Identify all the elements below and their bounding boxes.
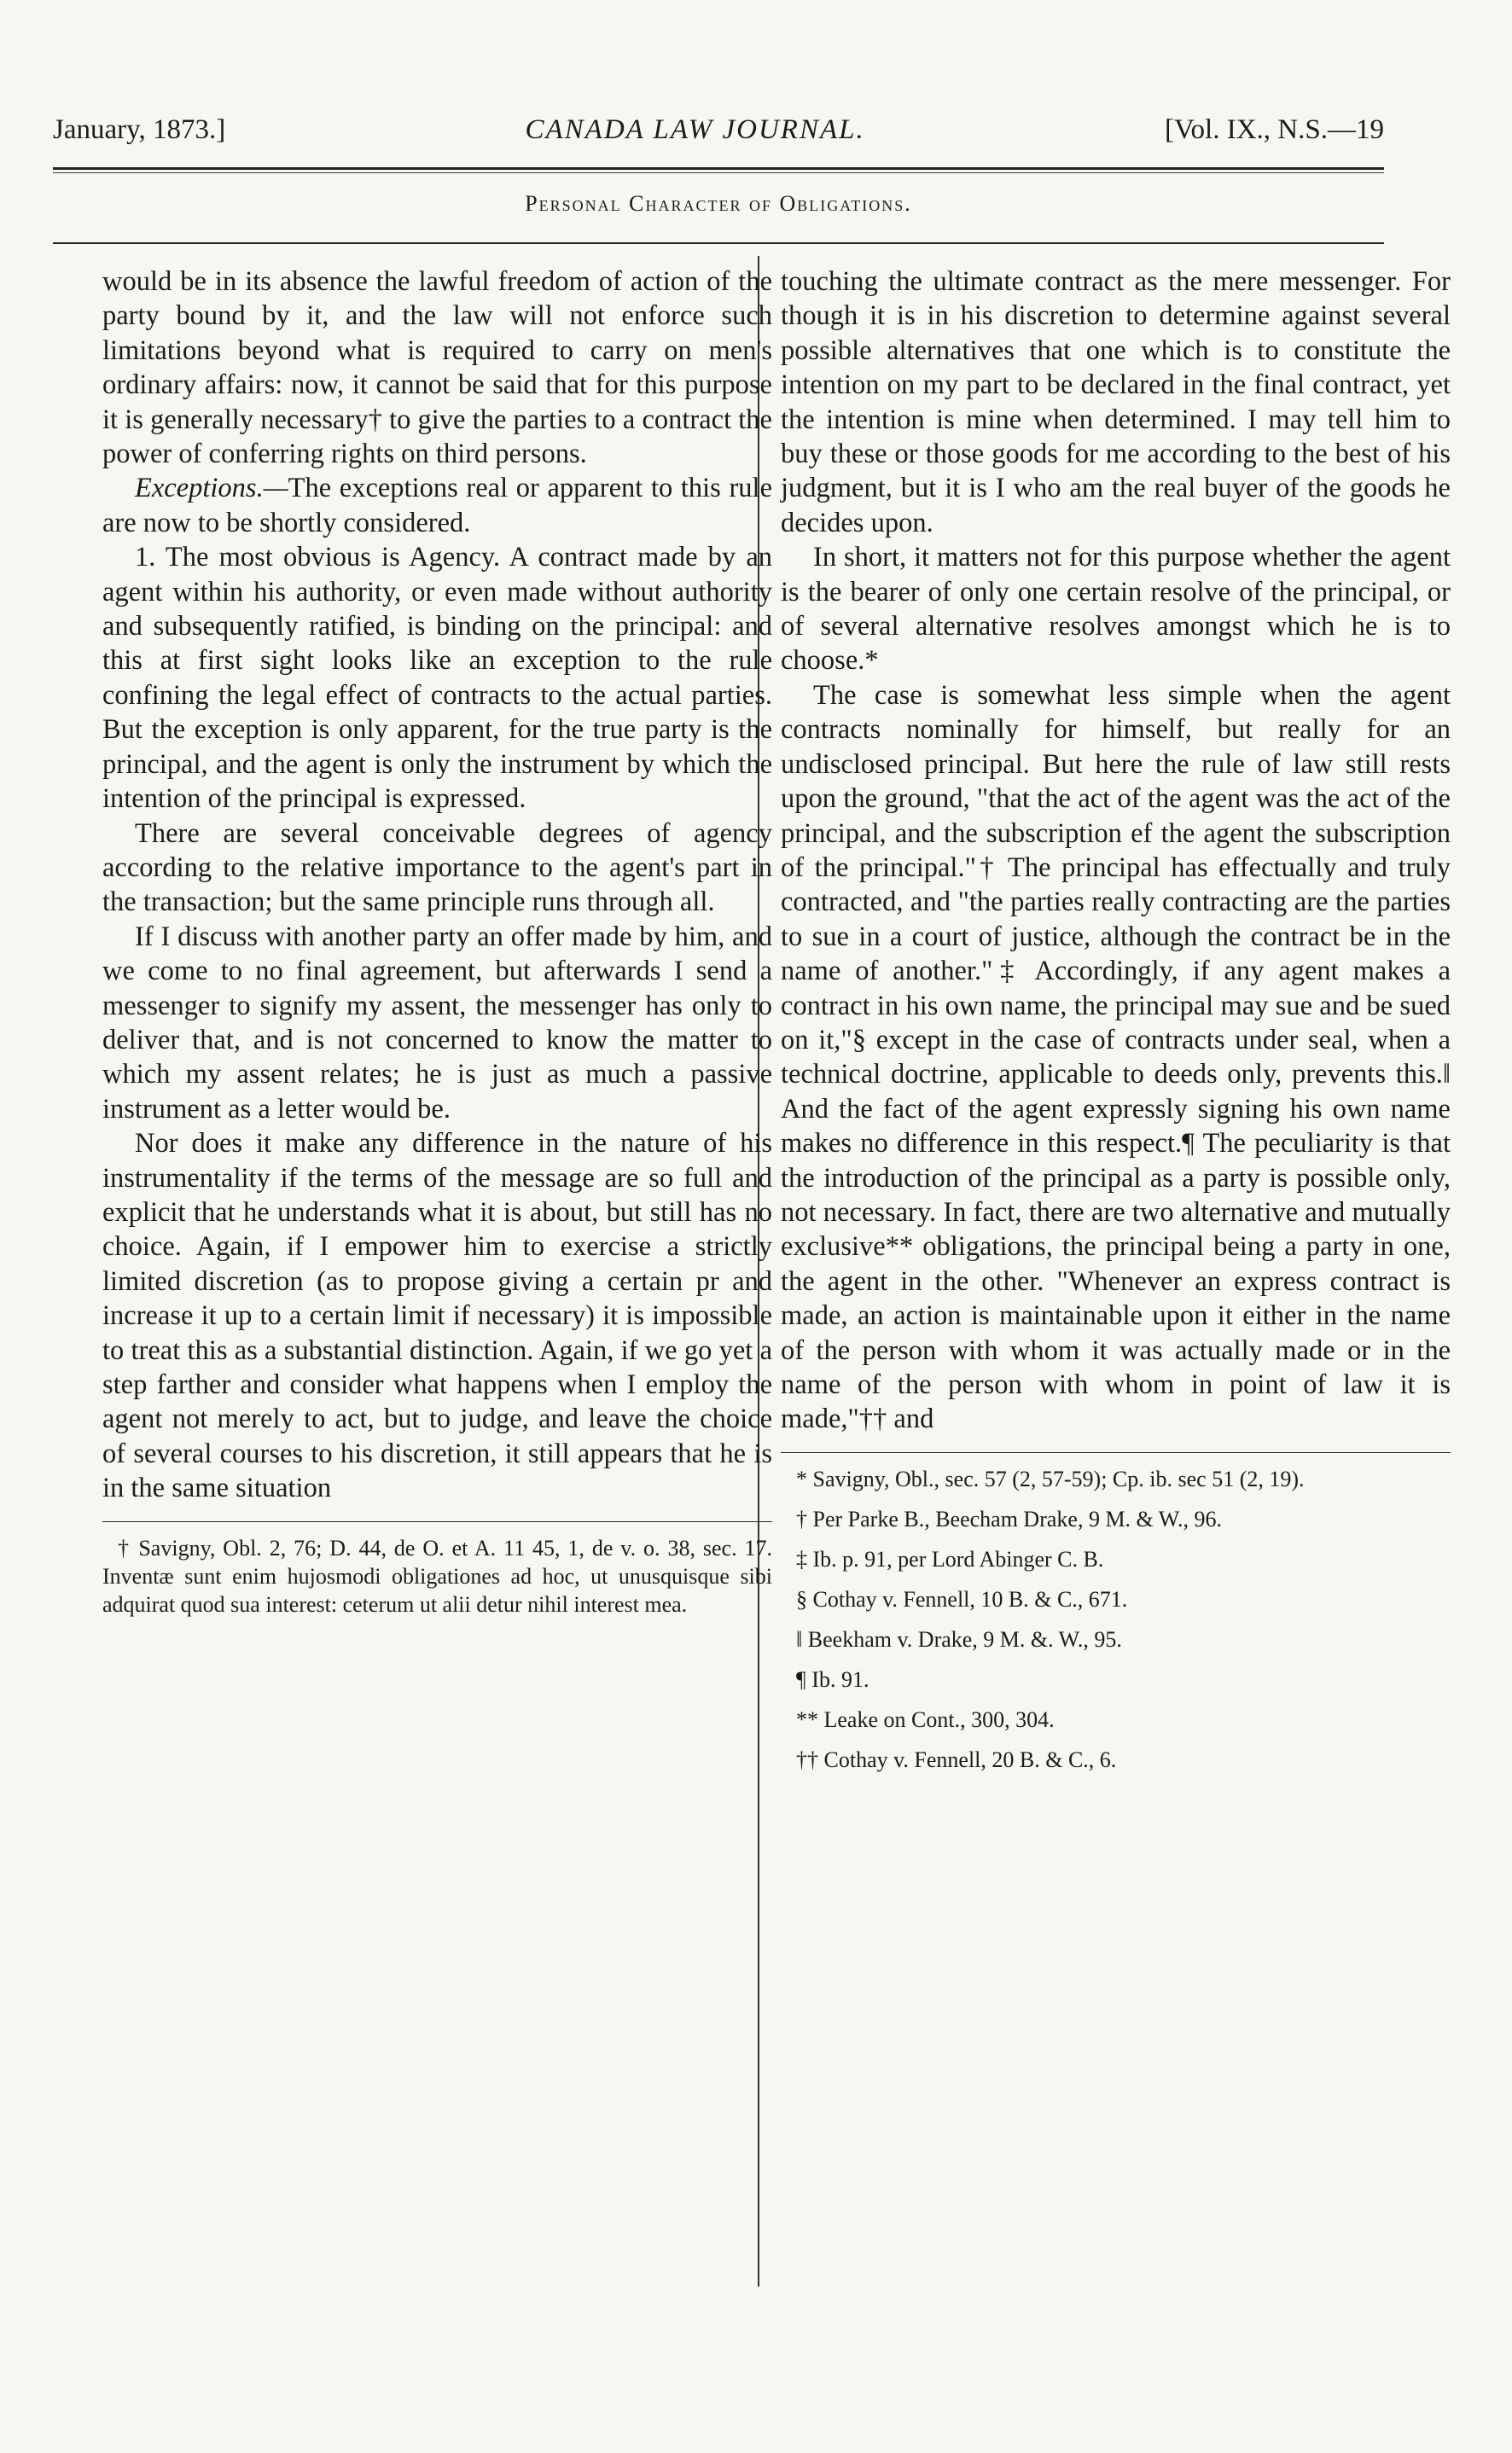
right-column bbox=[781, 264, 1451, 1786]
paragraph: The case is somewhat less simple when the agent contracts nominally for himself, but really for an undisclosed principal. But here the rule of law still rests upon the ground, "that the act of the agent was the act of the principal, and the subscription ef the agent the subscription of the principal."† The principal has effectually and truly contracted, and "the parties really contracting are the parties to sue in a court of justice, although the contract be in the name of another."‡ Accordingly, if any agent makes a contract in his own name, the principal may sue and be sued on it,"§ except in the case of contracts under seal, when a technical doctrine, applicable to deeds only, prevents this.‖ And the fact of the agent expressly signing his own name makes no difference in this respect.¶ The peculiarity is that the introduction of the principal as a party is possible only, not necessary. In fact, there are two alternative and mutually exclusive** obligations, the principal being a party in one, the agent in the other. "Whenever an express contract is made, an action is maintainable upon it either in the name of the person with whom it was actually made or in the name of the person with whom in point of law it is made,"†† and bbox=[781, 679, 1451, 1435]
footnote: † Per Parke B., Beecham Drake, 9 M. & W., 96. bbox=[796, 1506, 1222, 1532]
paragraph: In short, it matters not for this purpose whether the agent is the bearer of only one certain resolve of the principal, or of several alternative resolves amongst which he is to choose.* bbox=[781, 542, 1451, 677]
exceptions-text: The exceptions real or apparent to this rule are now to be shortly considered. bbox=[102, 473, 772, 538]
footnote-rule bbox=[781, 1452, 1451, 1453]
exceptions-label: Exceptions.— bbox=[135, 473, 288, 504]
footnote: ‖ Beekham v. Drake, 9 M. &. W., 95. bbox=[796, 1626, 1122, 1652]
footnote: § Cothay v. Fennell, 10 B. & C., 671. bbox=[796, 1586, 1128, 1612]
footnote: ¶ Ib. 91. bbox=[796, 1666, 869, 1692]
section-rule bbox=[53, 242, 1384, 244]
header-rule bbox=[53, 167, 1384, 170]
section-title: Personal Character of Obligations. bbox=[525, 191, 912, 216]
paragraph: There are several conceivable degrees of agency according to the relative importance to the agent's part in the transaction; but the same principle runs through all. bbox=[102, 817, 772, 918]
paragraph: would be in its absence the lawful freedom of action of the party bound by it, and the law will not enforce such limitations beyond what is required to carry on men's ordinary affairs: now, it cannot be said that for this purpose it is generally necessary† to give the parties to a contract the power of conferring rights on third persons. bbox=[102, 266, 772, 470]
footnote: † Savigny, Obl. 2, 76; D. 44, de O. et A. 11 45, 1, de v. o. 38, sec. 17. Inventæ sunt enim hujosmodi obligationes ad hoc, ut unusquisque sibi adquirat quod sua interest: ceterum ut alii detur nihil interest mea. bbox=[102, 1535, 772, 1617]
volume-page: [Vol. IX., N.S.—19 bbox=[1164, 114, 1384, 145]
header-rule-thin bbox=[53, 172, 1384, 173]
footnote: ‡ Ib. p. 91, per Lord Abinger C. B. bbox=[796, 1546, 1104, 1572]
paragraph: Nor does it make any difference in the nature of his instrumentality if the terms of the message are so full and explicit that he understands what it is about, but still has no choice. Again, if I empower him to exercise a strictly limited discretion (as to propose giving a certain pr and increase it up to a certain limit if necessary) it is impossible to treat this as a substantial distinction. Again, if we go yet a step farther and consider what happens when I employ the agent not merely to act, but to judge, and leave the choice of several courses to his discretion, it still appears that he is in the same situation bbox=[102, 1128, 772, 1504]
paragraph-exceptions bbox=[102, 471, 772, 540]
footnote-rule bbox=[102, 1521, 772, 1522]
footnote: * Savigny, Obl., sec. 57 (2, 57-59); Cp. ib. sec 51 (2, 19). bbox=[796, 1466, 1305, 1491]
left-column bbox=[102, 264, 772, 1624]
paragraph: If I discuss with another party an offer made by him, and we come to no final agreement, but afterwards I send a messenger to signify my assent, the messenger has only to deliver that, and is not concerned to know the matter to which my assent relates; he is just as much a passive instrument as a letter would be. bbox=[102, 921, 772, 1125]
journal-title: CANADA LAW JOURNAL. bbox=[525, 114, 865, 145]
footnote: †† Cothay v. Fennell, 20 B. & C., 6. bbox=[796, 1747, 1117, 1772]
footnote: ** Leake on Cont., 300, 304. bbox=[796, 1706, 1055, 1732]
footnotes-right bbox=[781, 1465, 1451, 1774]
paragraph: touching the ultimate contract as the mere messenger. For though it is in his discretion to determine against several possible alternatives that one which is to constitute the intention on my part to be declared in the final contract, yet the intention is mine when determined. I may tell him to buy these or those goods for me according to the best of his judgment, but it is I who am the real buyer of the goods he decides upon. bbox=[781, 266, 1451, 538]
issue-date: January, 1873.] bbox=[53, 114, 226, 145]
footnotes-left bbox=[102, 1534, 772, 1619]
running-head bbox=[53, 114, 1384, 146]
paragraph: 1. The most obvious is Agency. A contract made by an agent within his authority, or even made without authority and subsequently ratified, is binding on the principal: and this at first sight looks like an exception to the rule confining the legal effect of contracts to the actual parties. But the exception is only apparent, for the true party is the principal, and the agent is only the instrument by which the intention of the principal is expressed. bbox=[102, 542, 772, 815]
